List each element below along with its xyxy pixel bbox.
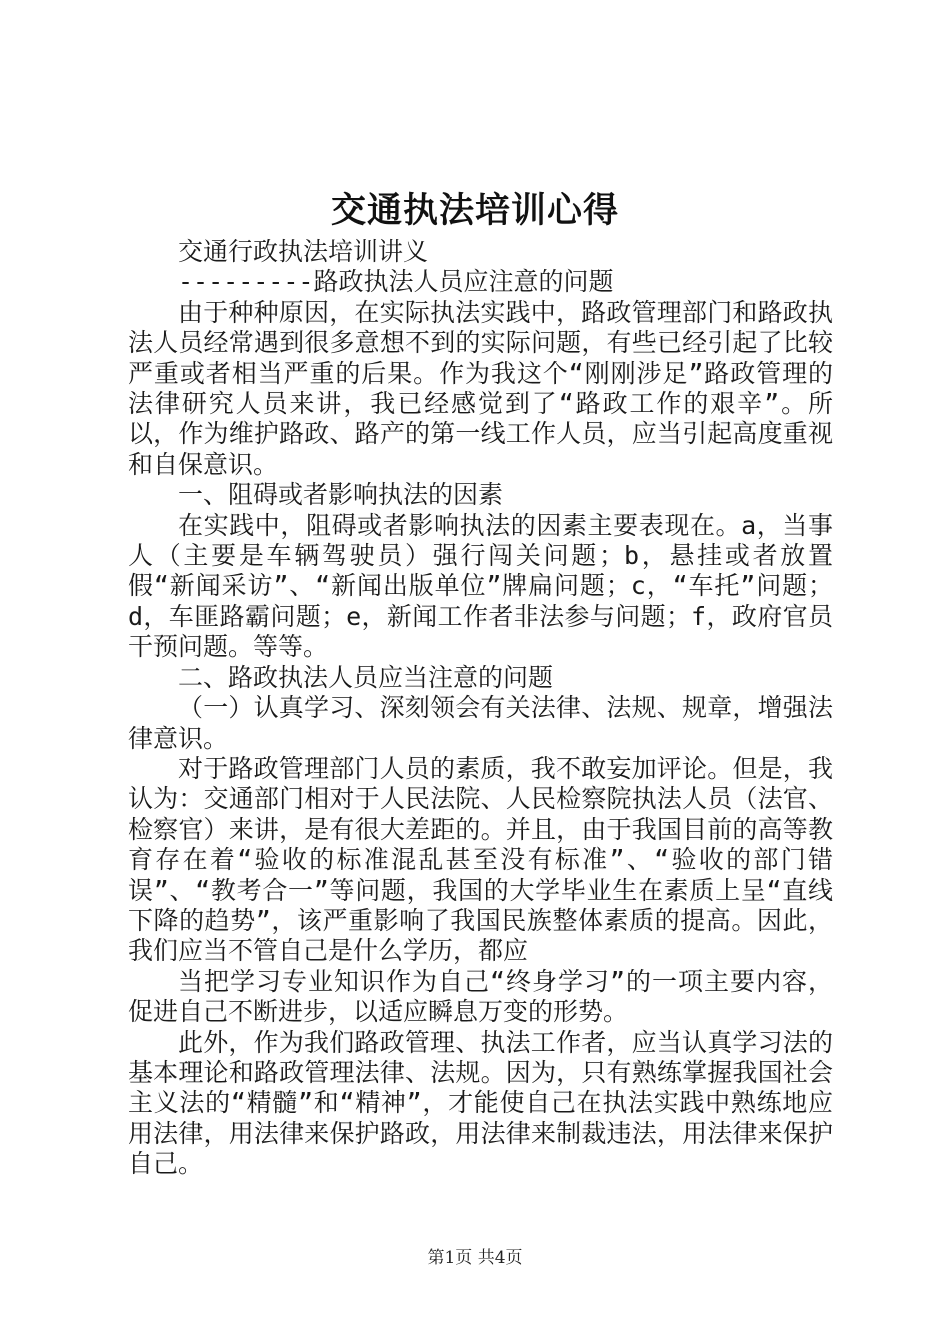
subsection-heading: （一）认真学习、深刻领会有关法律、法规、规章，增强法律意识。 (128, 693, 833, 753)
paragraph: 交通行政执法培训讲义 (178, 237, 429, 266)
paragraph: 对于路政管理部门人员的素质，我不敢妄加评论。但是，我认为：交通部门相对于人民法院、人民检察院执法人员（法官、检察官）来讲，是有很大差距的。并且，由于我国目前的高等教育存在着“验收的标准混乱甚至没有标准”、“验收的部门错误”、“教考合一”等问题，我国的大学毕业生在素质上呈“直线下降的趋势”，该严重影响了我国民族整体素质的提高。因此，我们应当不管自己是什么学历，都应 (128, 753, 833, 966)
paragraph: 在实践中，阻碍或者影响执法的因素主要表现在。a，当事人（主要是车辆驾驶员）强行闯关问题；b，悬挂或者放置假“新闻采访”、“新闻出版单位”牌扁问题；c，“车托”问题；d，车匪路霸问题；e，新闻工作者非法参与问题；f，政府官员干预问题。等等。 (128, 510, 833, 662)
paragraph: 此外，作为我们路政管理、执法工作者，应当认真学习法的基本理论和路政管理法律、法规。因为，只有熟练掌握我国社会主义法的“精髓”和“精神”，才能使自己在执法实践中熟练地应用法律，用法律来保护路政，用法律来制裁违法，用法律来保护自己。 (128, 1027, 833, 1179)
section-heading: 一、阻碍或者影响执法的因素 (178, 480, 504, 510)
paragraph: 由于种种原因，在实际执法实践中，路政管理部门和路政执法人员经常遇到很多意想不到的实际问题，有些已经引起了比较严重或者相当严重的后果。作为我这个“刚刚涉足”路政管理的法律研究人员来讲，我已经感觉到了“路政工作的艰辛”。所以，作为维护路政、路产的第一线工作人员，应当引起高度重视和自保意识。 (128, 297, 833, 479)
section-heading: 二、路政执法人员应当注意的问题 (178, 662, 554, 692)
document-title: 交通执法培训心得 (330, 190, 619, 231)
document-body (128, 237, 833, 1180)
paragraph: 当把学习专业知识作为自己“终身学习”的一项主要内容，促进自己不断进步，以适应瞬息万变的形势。 (128, 966, 833, 1027)
paragraph: ---------路政执法人员应注意的问题 (178, 267, 614, 297)
page-footer: 第1页 共4页 (427, 1248, 523, 1268)
